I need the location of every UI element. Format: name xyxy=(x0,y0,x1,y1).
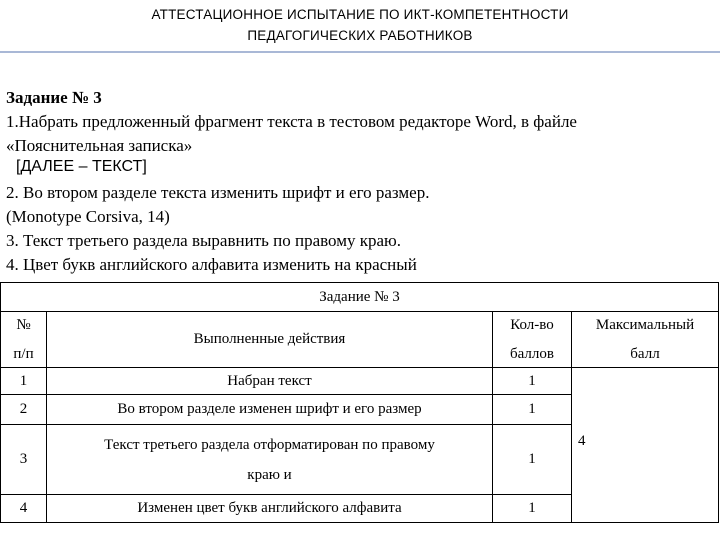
slide-header xyxy=(0,0,720,52)
header-max-bottom: балл xyxy=(630,345,660,362)
table-caption: Задание № 3 xyxy=(1,283,719,312)
row-action: Набран текст xyxy=(47,368,493,395)
task-title: Задание № 3 xyxy=(6,88,102,107)
header-max-top: Максимальный xyxy=(595,316,695,333)
grading-table xyxy=(0,282,719,523)
header-points-cell xyxy=(493,312,572,368)
row-num: 3 xyxy=(1,425,47,495)
row-num: 1 xyxy=(1,368,47,395)
max-score-value: 4 xyxy=(578,432,586,449)
task-line-4: 2. Во втором разделе текста изменить шрифт и его размер. xyxy=(6,183,430,202)
row-action: Изменен цвет букв английского алфавита xyxy=(47,495,493,523)
task-line-7: 4. Цвет букв английского алфавита изменить на красный xyxy=(6,255,417,274)
row-action: Во втором разделе изменен шрифт и его размер xyxy=(47,395,493,425)
row-action-line2: краю и xyxy=(247,466,292,483)
header-actions: Выполненные действия xyxy=(47,312,493,368)
header-points-bottom: баллов xyxy=(510,345,554,362)
header-max-cell xyxy=(572,312,719,368)
task-line-3: [ДАЛЕЕ – ТЕКСТ] xyxy=(16,158,147,175)
header-num-top: № xyxy=(16,316,31,333)
header-divider xyxy=(0,51,720,53)
table-row xyxy=(1,368,719,395)
task-line-5: (Monotype Corsiva, 14) xyxy=(6,207,170,226)
header-points-top: Кол-во xyxy=(510,316,554,333)
row-points: 1 xyxy=(493,425,572,495)
header-num-cell xyxy=(1,312,47,368)
row-points: 1 xyxy=(493,495,572,523)
header-title-line1: АТТЕСТАЦИОННОЕ ИСПЫТАНИЕ ПО ИКТ-КОМПЕТЕНТНОСТИ xyxy=(151,7,569,22)
task-line-1: 1.Набрать предложенный фрагмент текста в тестовом редакторе Word, в файле xyxy=(6,112,577,131)
row-points: 1 xyxy=(493,395,572,425)
row-num: 2 xyxy=(1,395,47,425)
row-num: 4 xyxy=(1,495,47,523)
header-num-bottom: п/п xyxy=(13,345,34,362)
task-line-6: 3. Текст третьего раздела выравнить по правому краю. xyxy=(6,231,401,250)
header-title-line2: ПЕДАГОГИЧЕСКИХ РАБОТНИКОВ xyxy=(247,28,473,43)
row-points: 1 xyxy=(493,368,572,395)
max-score-cell xyxy=(572,368,719,523)
row-action-cell xyxy=(47,425,493,495)
row-action-line1: Текст третьего раздела отформатирован по правому xyxy=(104,436,435,453)
task-line-2: «Пояснительная записка» xyxy=(6,136,193,155)
